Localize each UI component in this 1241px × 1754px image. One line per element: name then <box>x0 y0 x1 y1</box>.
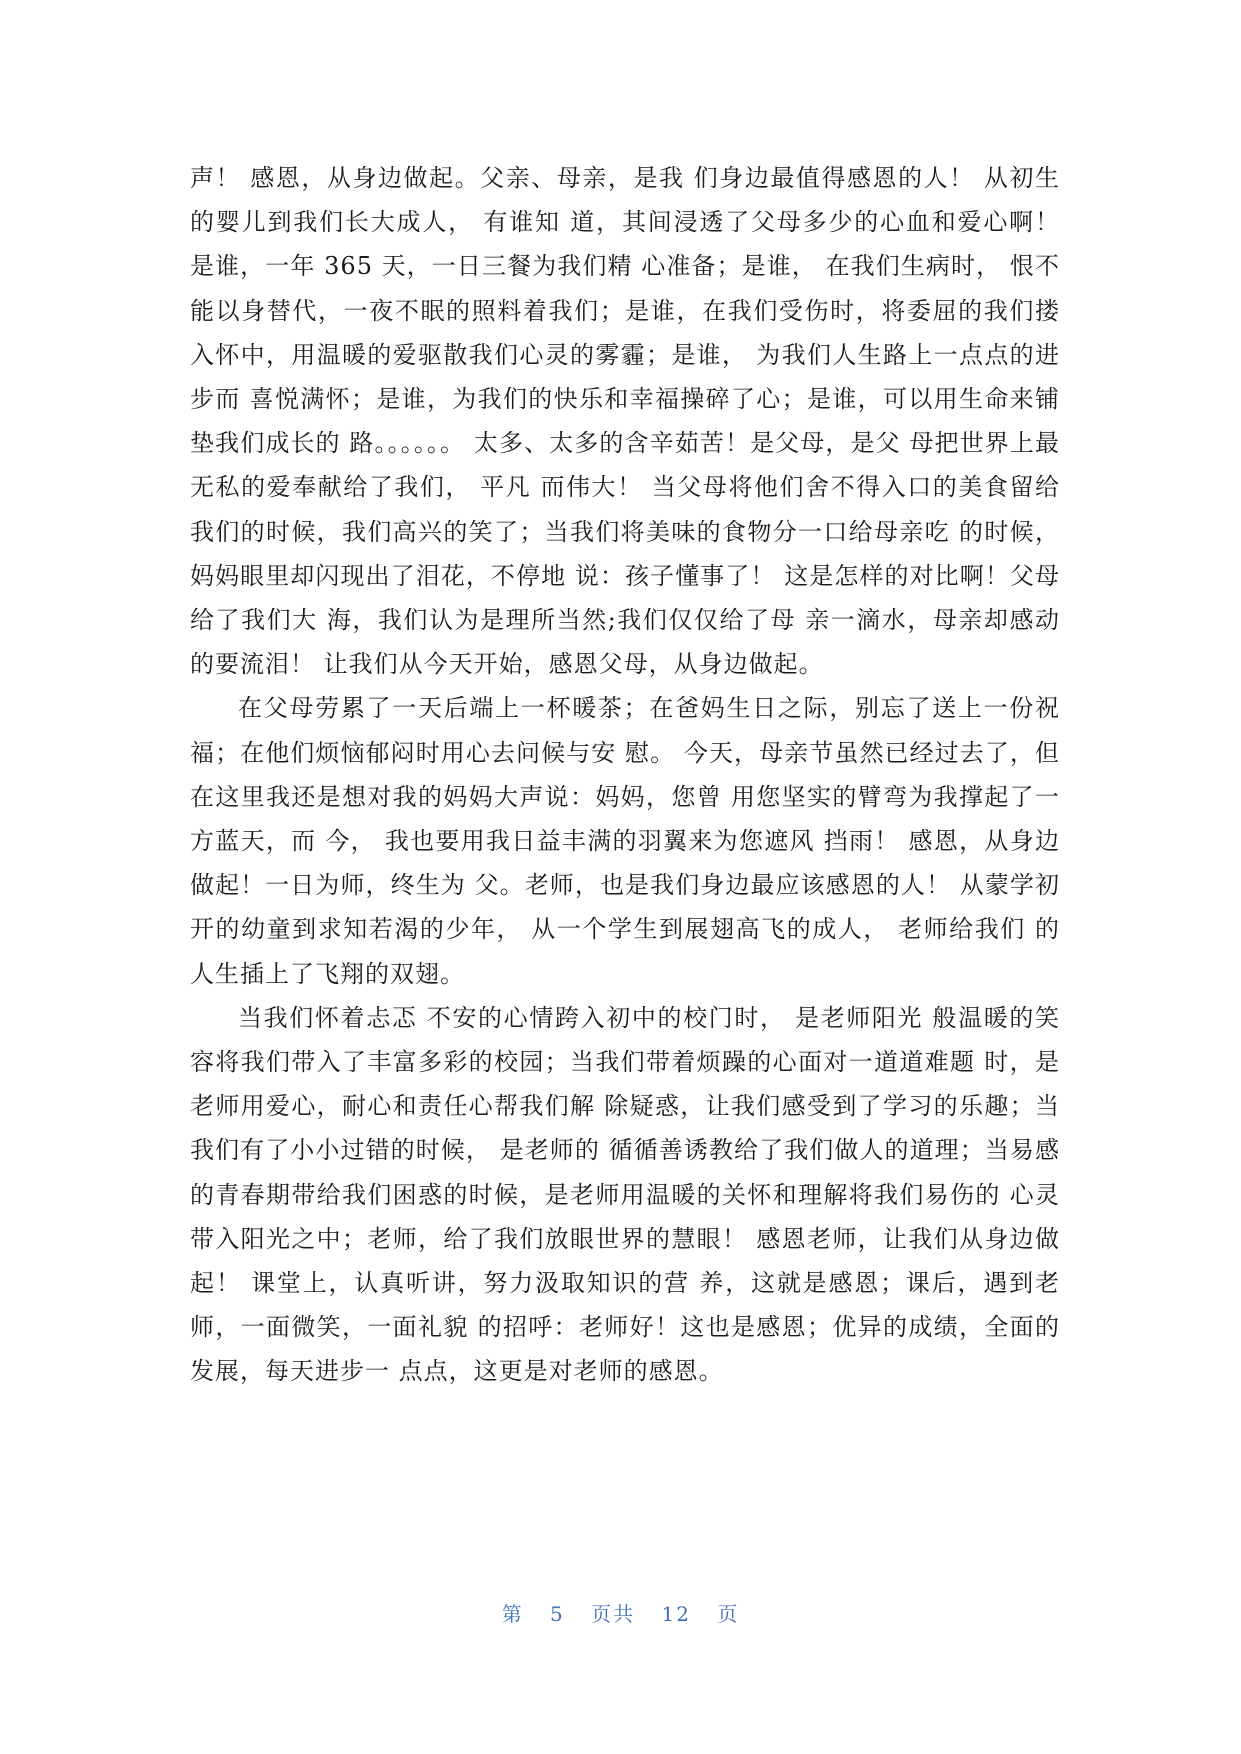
footer-current-page: 5 <box>550 1602 565 1626</box>
page-footer <box>0 1598 1241 1627</box>
footer-label-page-of: 页共 <box>591 1602 636 1626</box>
document-body <box>190 156 1060 1394</box>
paragraph-1: 声！ 感恩，从身边做起。父亲、母亲，是我 们身边最值得感恩的人！ 从初生的婴儿到我们长大成人， 有谁知 道，其间浸透了父母多少的心血和爱心啊！ 是谁，一年 365 天，一日三餐为我们精 心准备；是谁， 在我们生病时， 恨不能以身替代，一夜不眠的照料着我们；是谁，在我们受伤时，将委屈的我们搂 入怀中，用温暖的爱驱散我们心灵的雾霾；是谁， 为我们人生路上一点点的进步而 喜悦满怀；是谁，为我们的快乐和幸福操碎了心；是谁，可以用生命来铺垫我们成长的 路。。。。。。 太多、太多的含辛茹苦！是父母，是父 母把世界上最无私的爱奉献给了我们， 平凡 而伟大！ 当父母将他们舍不得入口的美食留给我们的时候，我们高兴的笑了；当我们将美味的食物分一口给母亲吃 的时候，妈妈眼里却闪现出了泪花，不停地 说：孩子懂事了！ 这是怎样的对比啊！父母给了我们大 海，我们认为是理所当然;我们仅仅给了母 亲一滴水，母亲却感动的要流泪！ 让我们从今天开始，感恩父母，从身边做起。 <box>190 164 1060 679</box>
footer-total-pages: 12 <box>661 1602 691 1626</box>
paragraph-2: 在父母劳累了一天后端上一杯暖茶；在爸妈生日之际，别忘了送上一份祝福；在他们烦恼郁闷时用心去问候与安 慰。 今天，母亲节虽然已经过去了，但在这里我还是想对我的妈妈大声说：妈妈，您曾 用您坚实的臂弯为我撑起了一方蓝天，而 今， 我也要用我日益丰满的羽翼来为您遮风 挡雨！ 感恩，从身边做起！一日为师，终生为 父。老师，也是我们身边最应该感恩的人！ 从蒙学初开的幼童到求知若渴的少年， 从一个学生到展翅高飞的成人， 老师给我们 的人生插上了飞翔的双翅。 <box>190 694 1060 988</box>
paragraph-3: 当我们怀着忐忑 不安的心情跨入初中的校门时， 是老师阳光 般温暖的笑容将我们带入了丰富多彩的校园；当我们带着烦躁的心面对一道道难题 时，是老师用爱心，耐心和责任心帮我们解 除疑惑，让我们感受到了学习的乐趣；当我们有了小小过错的时候， 是老师的 循循善诱教给了我们做人的道理；当易感的青春期带给我们困惑的时候，是老师用温暖的关怀和理解将我们易伤的 心灵带入阳光之中；老师，给了我们放眼世界的慧眼！ 感恩老师，让我们从身边做起！ 课堂上，认真听讲，努力汲取知识的营 养，这就是感恩；课后，遇到老师，一面微笑，一面礼貌 的招呼：老师好！这也是感恩；优异的成绩，全面的发展，每天进步一 点点，这更是对老师的感恩。 <box>190 1003 1060 1386</box>
footer-label-page-end: 页 <box>717 1602 740 1626</box>
footer-label-page: 第 <box>501 1602 524 1626</box>
